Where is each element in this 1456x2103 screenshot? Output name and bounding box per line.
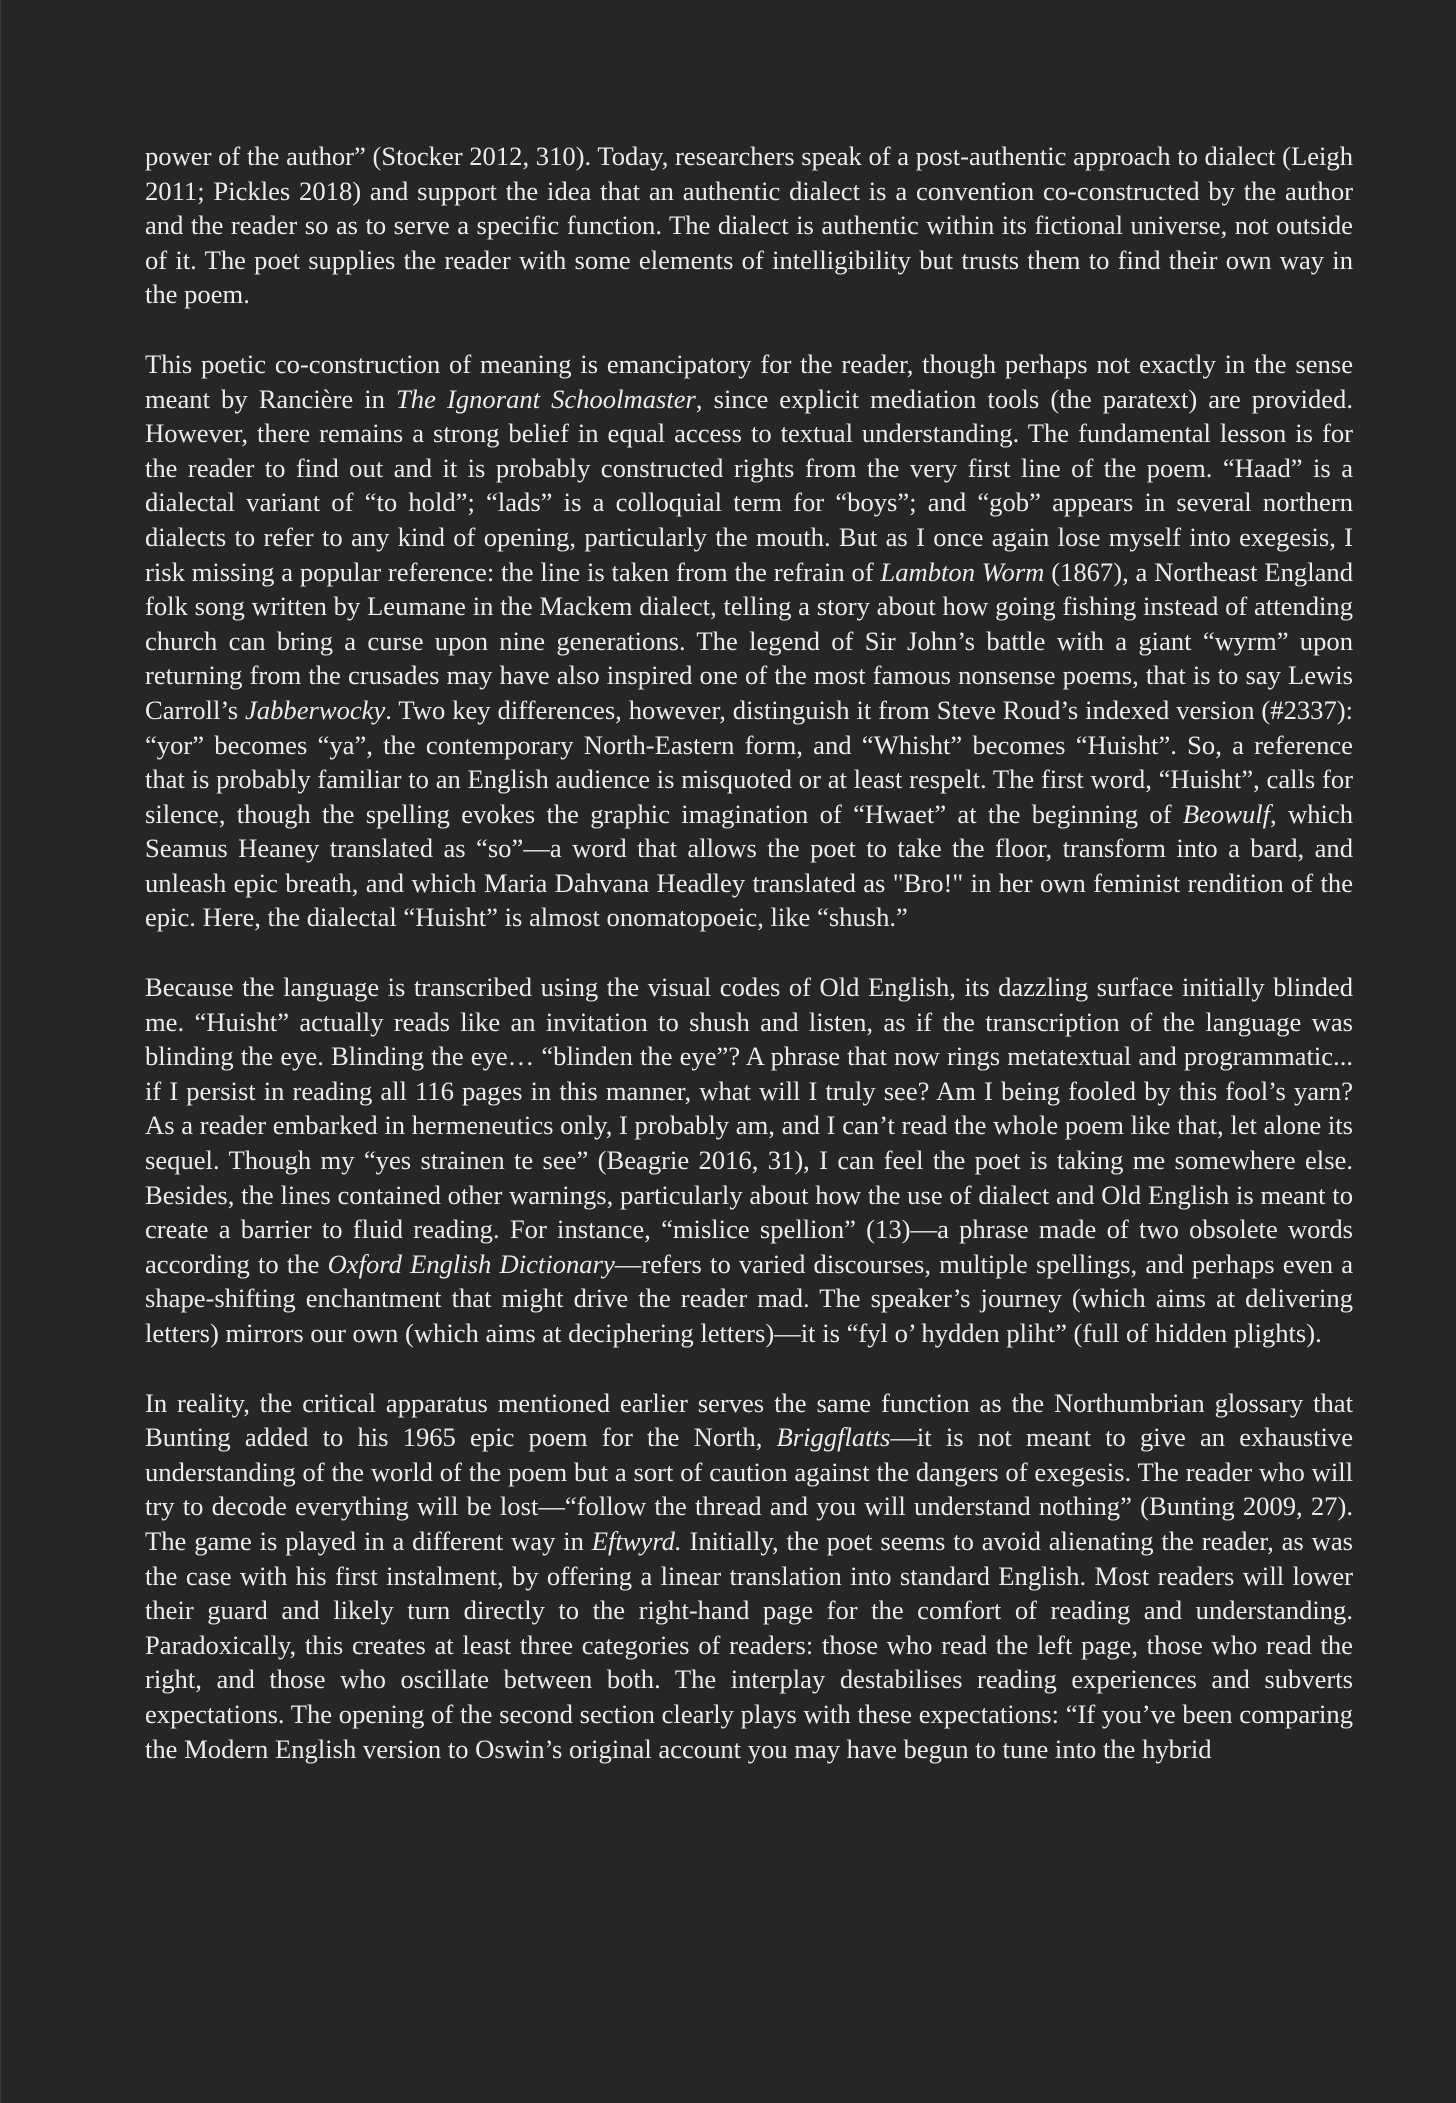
page-edge-line (0, 0, 1, 2103)
text-segment: —refers to varied discourses, multiple spellings, and perhaps even a shape-shifting enchantment that might drive the reader mad. The speaker’s journey (which aims at delivering letters) mirrors our own (which aims at deciphering letters)—it is “fyl o’ hydden pliht” (full of hidden plights). (145, 1248, 1353, 1348)
text-segment: . Two key differences, however, distinguish it from Steve Roud’s indexed version (#2337): “yor” becomes “ya”, the contemporary North-Eastern form, and “Whisht” becomes “Huisht”. So, a reference that is probably familiar to an English audience is misquoted or at least respelt. The first word, “Huisht”, calls for silence, though the spelling evokes the graphic imagination of “Hwaet” at the beginning of (145, 694, 1354, 829)
italic-title-ignorant-schoolmaster: The Ignorant Schoolmaster (396, 383, 696, 414)
text-segment: This poetic co-construction of meaning is emancipatory for the reader, though perhaps not exactly in the sense meant by Rancière in (145, 348, 1353, 414)
text-segment: Initially, the poet seems to avoid alienating the reader, as was the case with his first instalment, by offering a linear translation into standard English. Most readers will lower their guard and likely turn directly to the right-hand page for the comfort of reading and understanding. Paradoxically, this creates at least three categories of readers: those who read the left page, those who read the right, and those who oscillate between both. The interplay destabilises reading experiences and subverts expectations. The opening of the second section clearly plays with these expectations: “If you’ve been comparing the Modern English version to Oswin’s original account you may have begun to tune into the hybrid (145, 1525, 1353, 1764)
paragraph-2 (145, 347, 1353, 935)
italic-title-oxford-english-dictionary: Oxford English Dictionary (327, 1248, 615, 1279)
text-segment: , which Seamus Heaney translated as “so”—a word that allows the poet to take the floor, transform into a bard, and unleash epic breath, and which Maria Dahvana Headley translated as "Bro!" in her own feminist rendition of the epic. Here, the dialectal “Huisht” is almost onomatopoeic, like “shush.” (145, 798, 1353, 933)
text-segment: In reality, the critical apparatus mentioned earlier serves the same function as the Northumbrian glossary that Bunting added to his 1965 epic poem for the North, (145, 1387, 1353, 1453)
paragraph-4 (145, 1386, 1353, 1767)
text-segment: power of the author” (Stocker 2012, 310). Today, researchers speak of a post-authentic approach to dialect (Leigh 2011; Pickles 2018) and support the idea that an authentic dialect is a convention co-constructed by the author and the reader so as to serve a specific function. The dialect is authentic within its fictional universe, not outside of it. The poet supplies the reader with some elements of intelligibility but trusts them to find their own way in the poem. (145, 141, 1353, 310)
text-segment: —it is not meant to give an exhaustive understanding of the world of the poem but a sort of caution against the dangers of exegesis. The reader who will try to decode everything will be lost—“follow the thread and you will understand nothing” (Bunting 2009, 27). The game is played in a different way in (145, 1422, 1353, 1556)
paragraph-1 (145, 139, 1353, 312)
text-segment: , since explicit mediation tools (the paratext) are provided. However, there remains a strong belief in equal access to textual understanding. The fundamental lesson is for the reader to find out and it is probably constructed rights from the very first line of the poem. “Haad” is a dialectal variant of “to hold”; “lads” is a colloquial term for “boys”; and “gob” appears in several northern dialects to refer to any kind of opening, particularly the mouth. But as I once again lose myself into exegesis, I risk missing a popular reference: the line is taken from the refrain of (145, 383, 1353, 587)
text-segment: (1867), a Northeast England folk song written by Leumane in the Mackem dialect, telling a story about how going fishing instead of attending church can bring a curse upon nine generations. The legend of Sir John’s battle with a giant “wyrm” upon returning from the crusades may have also inspired one of the most famous nonsense poems, that is to say Lewis Carroll’s (145, 556, 1353, 725)
italic-title-lambton-worm: Lambton Worm (880, 556, 1045, 587)
italic-title-briggflatts: Briggflatts (776, 1422, 891, 1453)
paragraph-3 (145, 970, 1353, 1351)
italic-title-jabberwocky: Jabberwocky (245, 694, 386, 725)
italic-title-eftwyrd: Eftwyrd. (591, 1525, 682, 1556)
italic-title-beowulf: Beowulf (1182, 798, 1271, 829)
text-segment: Because the language is transcribed using the visual codes of Old English, its dazzling surface initially blinded me. “Huisht” actually reads like an invitation to shush and listen, as if the transcription of the language was blinding the eye. Blinding the eye… “blinden the eye”? A phrase that now rings metatextual and programmatic... if I persist in reading all 116 pages in this manner, what will I truly see? Am I being fooled by this fool’s yarn? As a reader embarked in hermeneutics only, I probably am, and I can’t read the whole poem like that, let alone its sequel. Though my “yes strainen te see” (Beagrie 2016, 31), I can feel the poet is taking me somewhere else. Besides, the lines contained other warnings, particularly about how the use of dialect and Old English is meant to create a barrier to fluid reading. For instance, “mislice spellion” (13)—a phrase made of two obsolete words according to the (145, 972, 1353, 1279)
document-body (145, 139, 1353, 1766)
